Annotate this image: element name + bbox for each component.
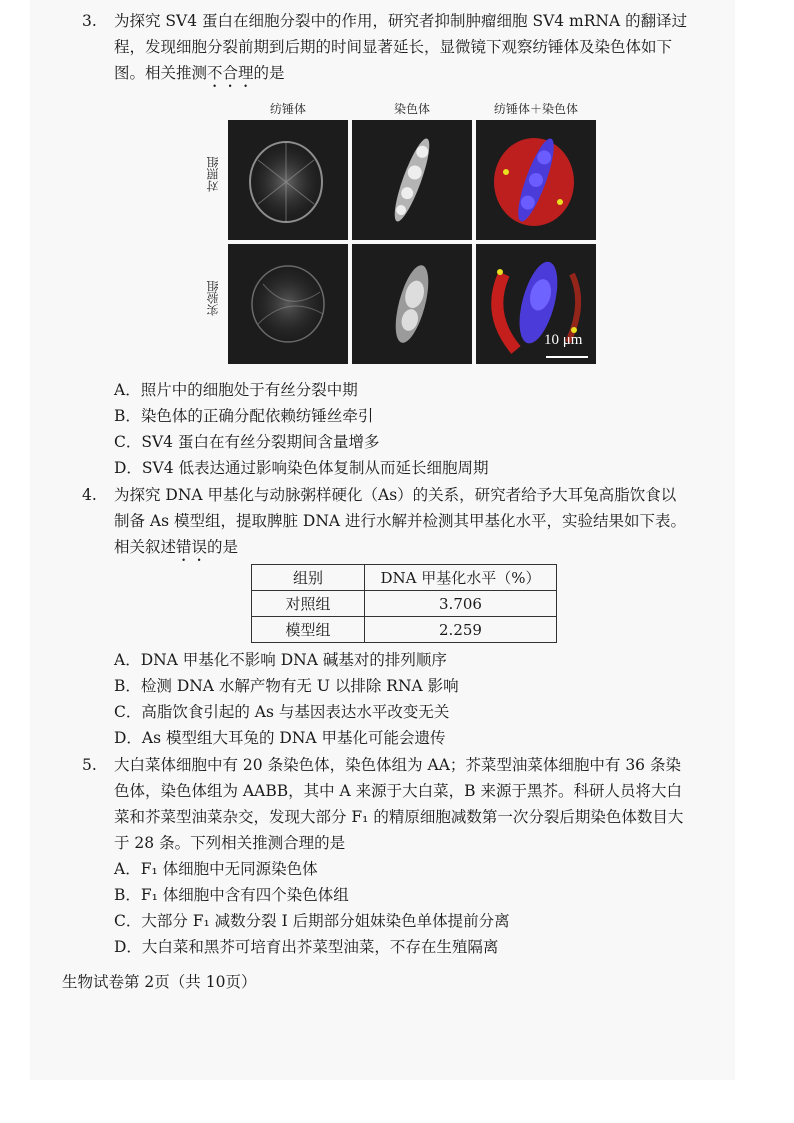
table-cell: 对照组 (252, 591, 365, 617)
scale-bar-label: 10 μm (544, 332, 583, 348)
table-header: 组别 (252, 565, 365, 591)
stem-line: 色体，染色体组为 AABB，其中 A 来源于大白菜，B 来源于黑芥。科研人员将大白 (114, 782, 682, 800)
option-c: C．大部分 F₁ 减数分裂 Ⅰ 后期部分姐妹染色单体提前分离 (114, 912, 510, 930)
experiment-merged-image (476, 244, 596, 364)
emphasis-text: 错误 (176, 538, 208, 556)
experiment-chromosome-image (352, 244, 472, 364)
stem-line: 于 28 条。下列相关推测合理的是 (114, 834, 346, 852)
stem-line: 图。相关推测不合理的是 (114, 64, 285, 82)
stem-line: 为探究 DNA 甲基化与动脉粥样硬化（As）的关系，研究者给予大耳兔高脂饮食以 (114, 486, 677, 504)
row-label-experiment: 实验组 (206, 280, 220, 316)
row-label-control: 对照组 (206, 156, 220, 192)
stem-line: 制备 As 模型组，提取脾脏 DNA 进行水解并检测其甲基化水平，实验结果如下表。 (114, 512, 687, 530)
control-chromosome-image (352, 120, 472, 240)
micrograph-figure (200, 96, 610, 368)
option-c: C．SV4 蛋白在有丝分裂期间含量增多 (114, 433, 380, 451)
question-stem (114, 482, 728, 565)
question-number: 4. (82, 486, 97, 504)
control-merged-image (476, 120, 596, 240)
stem-line: 大白菜体细胞中有 20 条染色体，染色体组为 AA；芥菜型油菜体细胞中有 36 条染 (114, 756, 681, 774)
question-number: 3. (82, 12, 97, 30)
emphasis-text: 不合理 (207, 64, 254, 82)
option-a: A．F₁ 体细胞中无同源染色体 (114, 860, 318, 878)
table-header-row (252, 565, 557, 591)
table-header: DNA 甲基化水平（%） (365, 565, 557, 591)
option-b: B．检测 DNA 水解产物有无 U 以排除 RNA 影响 (114, 677, 459, 695)
table-row (252, 591, 557, 617)
option-b: B．F₁ 体细胞中含有四个染色体组 (114, 886, 349, 904)
table-cell: 3.706 (365, 591, 557, 617)
table-cell: 2.259 (365, 617, 557, 643)
question-number: 5. (82, 756, 97, 774)
stem-line: 菜和芥菜型油菜杂交，发现大部分 F₁ 的精原细胞减数第一次分裂后期染色体数目大 (114, 808, 684, 826)
experiment-spindle-image (228, 244, 348, 364)
option-a: A．照片中的细胞处于有丝分裂中期 (114, 381, 358, 399)
option-c: C．高脂饮食引起的 As 与基因表达水平改变无关 (114, 703, 450, 721)
table-cell: 模型组 (252, 617, 365, 643)
option-b: B．染色体的正确分配依赖纺锤丝牵引 (114, 407, 374, 425)
stem-line: 为探究 SV4 蛋白在细胞分裂中的作用，研究者抑制肿瘤细胞 SV4 mRNA 的翻译过 (114, 12, 688, 30)
option-a: A．DNA 甲基化不影响 DNA 碱基对的排列顺序 (114, 651, 447, 669)
methylation-table (251, 564, 557, 643)
stem-line: 相关叙述错误的是 (114, 538, 239, 556)
stem-line: 程，发现细胞分裂前期到后期的时间显著延长，显微镜下观察纺锤体及染色体如下 (114, 38, 673, 56)
column-label-merged: 纺锤体＋染色体 (493, 102, 578, 116)
option-d: D．As 模型组大耳兔的 DNA 甲基化可能会遗传 (114, 729, 446, 747)
question-stem (114, 8, 728, 91)
table-row (252, 617, 557, 643)
option-d: D．大白菜和黑芥可培育出芥菜型油菜，不存在生殖隔离 (114, 938, 499, 956)
scale-bar (546, 356, 588, 358)
column-label-spindle: 纺锤体 (269, 102, 306, 116)
page-footer: 生物试卷第 2页（共 10页） (62, 973, 257, 991)
control-spindle-image (228, 120, 348, 240)
option-d: D．SV4 低表达通过影响染色体复制从而延长细胞周期 (114, 459, 489, 477)
question-stem (114, 752, 728, 856)
column-label-chromosome: 染色体 (393, 102, 430, 116)
